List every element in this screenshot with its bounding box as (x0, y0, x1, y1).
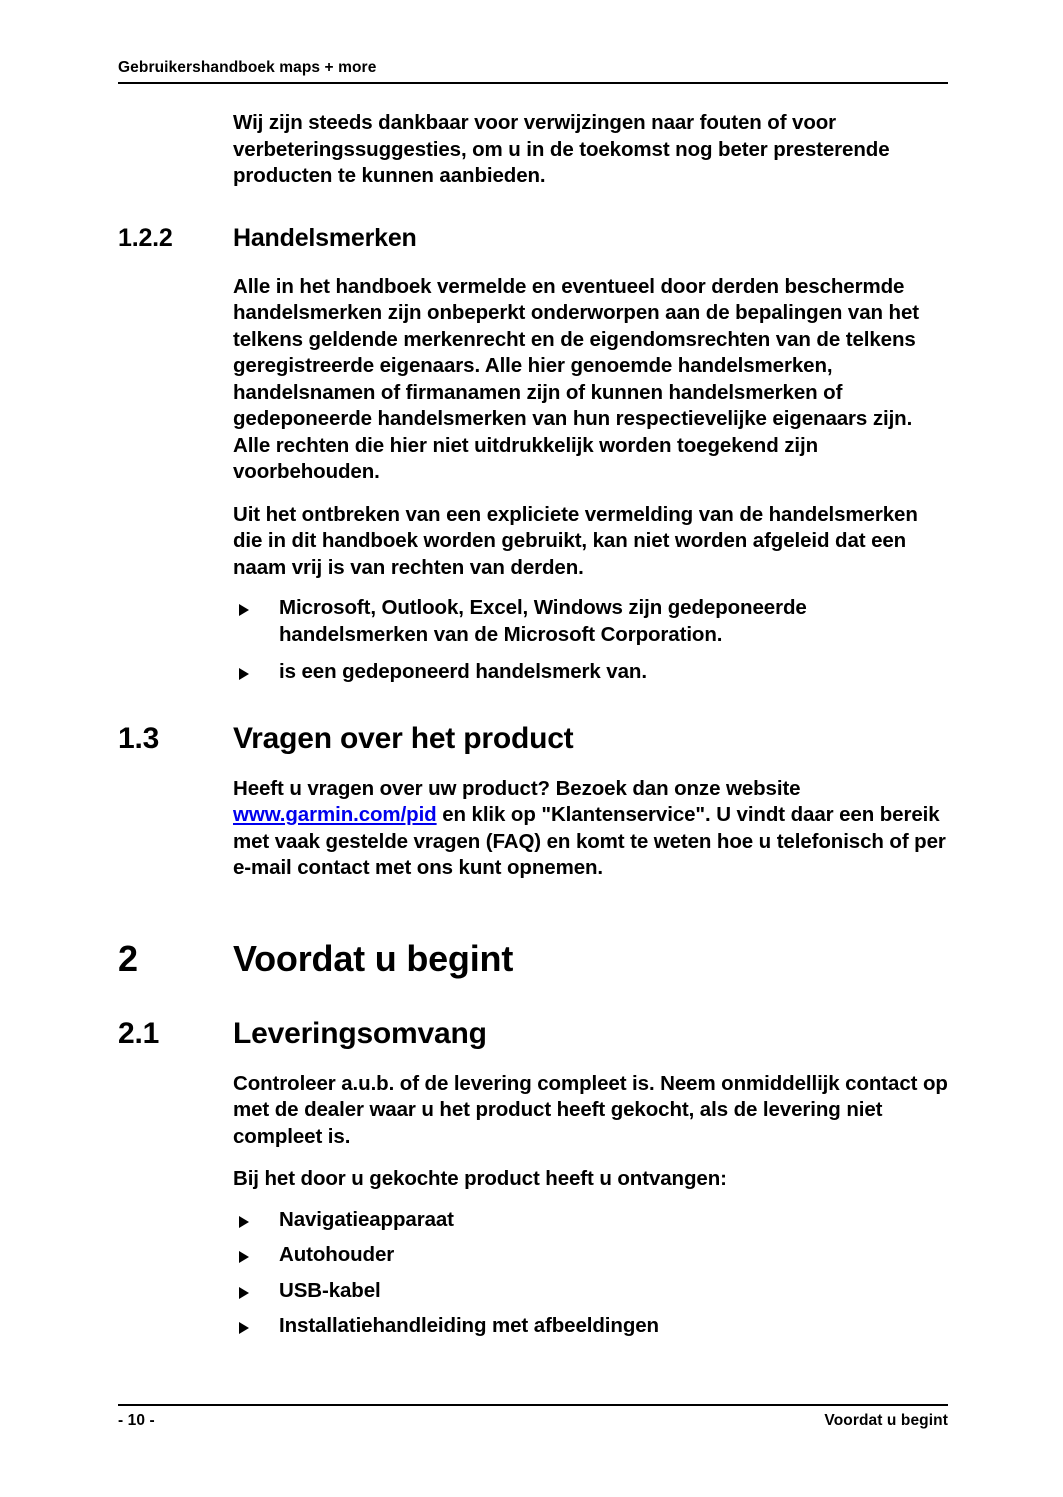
heading-chapter-2-title: Voordat u begint (233, 937, 514, 979)
triangle-bullet-icon (239, 1287, 249, 1299)
intro-paragraph: Wij zijn steeds dankbaar voor verwijzingen naar fouten of voor verbeteringssuggesties, om u in de toekomst nog beter presterende producten te kunnen aanbieden. (233, 111, 890, 187)
garmin-pid-link[interactable]: www.garmin.com/pid (233, 803, 437, 826)
triangle-bullet-icon (239, 668, 249, 680)
paragraph-text-before-link: Heeft u vragen over uw product? Bezoek dan onze website (233, 776, 801, 800)
heading-2-1-title: Leveringsomvang (233, 1016, 487, 1050)
heading-2-1 (118, 1016, 948, 1052)
delivery-contents-list (237, 1207, 948, 1340)
list-item-label: USB-kabel (279, 1278, 381, 1302)
footer-divider (118, 1404, 948, 1406)
heading-1-3-number: 1.3 (118, 721, 160, 755)
section-1-2-2-paragraph-2: Uit het ontbreken van een expliciete vermelding van de handelsmerken die in dit handboek worden gebruikt, kan niet worden afgeleid dat een naam vrij is van rechten van derden. (233, 502, 918, 579)
section-1-3-paragraph (233, 776, 948, 882)
heading-1-3-title: Vragen over het product (233, 721, 574, 755)
list-item-label: Autohouder (279, 1243, 395, 1266)
list-item (237, 659, 948, 686)
triangle-bullet-icon (239, 604, 249, 616)
list-item (237, 1242, 948, 1269)
footer-row (118, 1412, 948, 1430)
running-footer (118, 1404, 948, 1430)
document-body (118, 110, 948, 1340)
triangle-bullet-icon (239, 1216, 249, 1228)
triangle-bullet-icon (239, 1322, 249, 1334)
running-header (118, 58, 948, 84)
heading-1-3 (118, 721, 948, 757)
list-item-label: Microsoft, Outlook, Excel, Windows zijn gedeponeerde handelsmerken van de Microsoft Corporation. (279, 596, 807, 646)
list-item (237, 1278, 948, 1305)
heading-1-2-2 (118, 223, 948, 253)
list-item-label: Installatiehandleiding met afbeeldingen (279, 1314, 659, 1337)
heading-2-1-number: 2.1 (118, 1016, 160, 1050)
footer-page-number: - 10 - (118, 1412, 155, 1429)
list-item (237, 1207, 948, 1234)
trademark-bullet-list (237, 595, 948, 686)
footer-section-label: Voordat u begint (824, 1412, 948, 1429)
section-2-1-paragraph-1: Controleer a.u.b. of de levering compleet is. Neem onmiddellijk contact op met de dealer waar u het product heeft gekocht, als de levering niet compleet is. (233, 1071, 948, 1148)
heading-chapter-2-number: 2 (118, 937, 138, 979)
heading-chapter-2 (118, 937, 948, 981)
list-item-label: is een gedeponeerd handelsmerk van. (279, 660, 647, 683)
heading-1-2-2-title: Handelsmerken (233, 223, 417, 252)
section-1-2-2-paragraph-1: Alle in het handboek vermelde en eventueel door derden beschermde handelsmerken zijn onbeperkt onderworpen aan de bepalingen van het telkens geldende merkenrecht en de eigendomsrechten van de telkens geregistreerde eigenaars. Alle hier genoemde handelsmerken, handelsnamen of firmanamen zijn of kunnen handelsmerken of gedeponeerde handelsmerken van hun respectievelijke eigenaars zijn. Alle rechten die hier niet uitdrukkelijk worden toegekend zijn voorbehouden. (233, 274, 919, 483)
header-divider (118, 82, 948, 84)
list-item (237, 1313, 948, 1340)
list-item (237, 595, 948, 648)
triangle-bullet-icon (239, 1251, 249, 1263)
paragraph-text-after-link: en klik op "Klantenservice". U vindt daar een bereik met vaak gestelde vragen (FAQ) en komt te weten hoe u telefonisch of per e-mail contact met ons kunt opnemen. (233, 803, 946, 879)
section-2-1-paragraph-2: Bij het door u gekochte product heeft u ontvangen: (233, 1167, 727, 1190)
heading-1-2-2-number: 1.2.2 (118, 223, 173, 252)
list-item-label: Navigatieapparaat (279, 1207, 454, 1231)
running-header-title: Gebruikershandboek maps + more (118, 59, 377, 76)
